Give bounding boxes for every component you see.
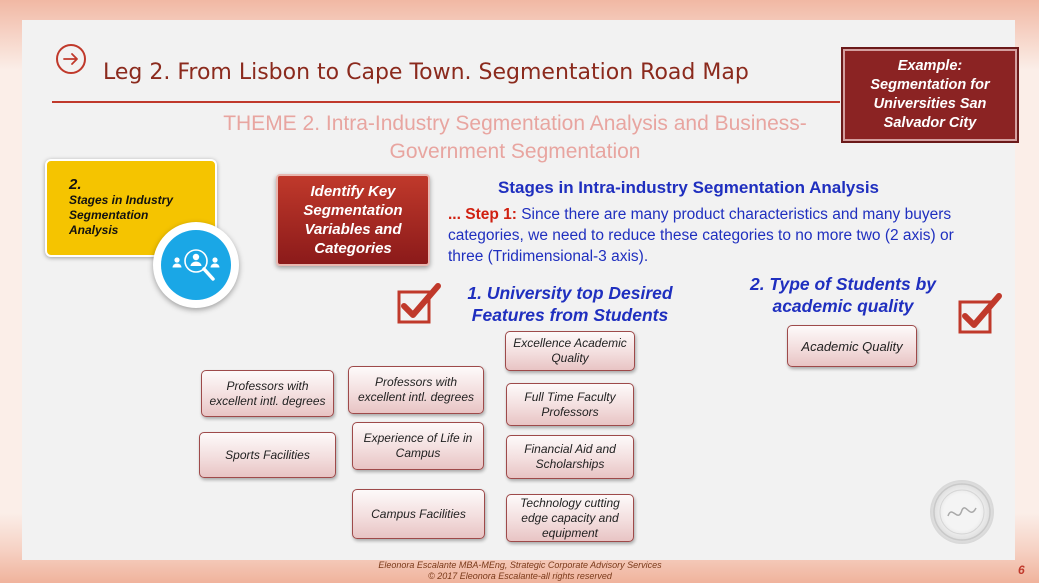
stage-label: Analysis xyxy=(69,223,119,237)
identify-variables-box xyxy=(276,174,430,266)
theme-subtitle: THEME 2. Intra-Industry Segmentation Analysis and Business-Government Segmentation xyxy=(223,112,807,163)
feature-pill: Full Time Faculty Professors xyxy=(506,383,634,426)
checkbox-checked-icon xyxy=(957,292,1003,336)
slide-title: Leg 2. From Lisbon to Cape Town. Segmentation Road Map xyxy=(103,60,749,85)
identify-line: Identify Key xyxy=(310,183,396,200)
example-line: Segmentation for xyxy=(870,77,990,93)
signature-seal-icon xyxy=(930,480,994,544)
example-box xyxy=(843,49,1017,141)
student-quality-pill: Academic Quality xyxy=(787,325,917,367)
feature-pill: Experience of Life in Campus xyxy=(352,422,484,470)
example-line: Salvador City xyxy=(883,115,977,131)
title-divider xyxy=(52,101,840,103)
feature-pill: Campus Facilities xyxy=(352,489,485,539)
feature-pill: Financial Aid and Scholarships xyxy=(506,435,634,479)
checkbox-checked-icon xyxy=(396,282,442,326)
footer-credits: Eleonora Escalante MBA-MEng, Strategic Corporate Advisory Services © 2017 Eleonora Escalante-all rights reserved xyxy=(378,560,662,581)
feature-pill: Sports Facilities xyxy=(199,432,336,478)
column-heading-features: 1. University top Desired Features from Students xyxy=(467,283,673,325)
stage-number: 2. xyxy=(69,176,82,193)
example-line: Example: xyxy=(897,58,963,74)
stage-label: Segmentation xyxy=(69,208,149,222)
people-search-badge xyxy=(153,222,239,308)
arrow-circle-icon[interactable] xyxy=(56,44,86,74)
identify-line: Variables and xyxy=(304,221,402,238)
identify-line: Categories xyxy=(314,240,392,257)
feature-pill: Professors with excellent intl. degrees xyxy=(348,366,484,414)
people-search-icon xyxy=(169,244,223,286)
example-line: Universities San xyxy=(873,96,987,112)
step-description xyxy=(448,204,968,267)
page-number: 6 xyxy=(1018,563,1025,577)
feature-pill: Technology cutting edge capacity and equipment xyxy=(506,494,634,542)
feature-pill: Professors with excellent intl. degrees xyxy=(201,370,334,417)
step-lead: ... Step 1: xyxy=(448,206,517,223)
identify-line: Segmentation xyxy=(303,202,403,219)
arrow-right-icon xyxy=(62,50,80,68)
column-heading-students: 2. Type of Students by academic quality xyxy=(749,274,937,316)
stage-label: Stages in Industry xyxy=(69,193,174,207)
stages-heading: Stages in Intra-industry Segmentation Analysis xyxy=(498,178,880,197)
step-body: Since there are many product characteristics and many buyers categories, we need to reduce these categories to no more two (2 axis) or three (Tridimensional-3 axis). xyxy=(448,206,954,265)
feature-pill: Excellence Academic Quality xyxy=(505,331,635,371)
